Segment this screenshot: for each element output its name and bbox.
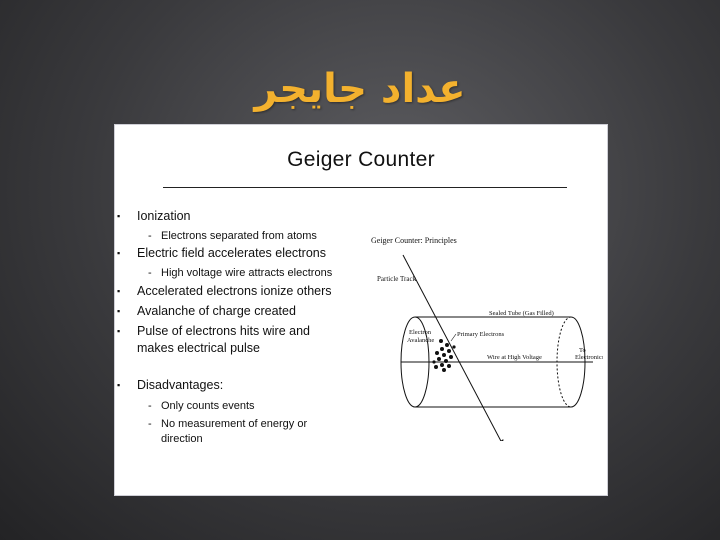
particle-track-label: Particle Track <box>377 275 417 283</box>
bullet-item: ▪ Accelerated electrons ionize others <box>117 284 332 298</box>
bullet-item: ▪ Pulse of electrons hits wire and <box>117 324 311 338</box>
primary-electrons-leader <box>451 334 456 341</box>
bullet-marker-icon: ▪ <box>117 326 121 336</box>
slide-content-panel <box>114 124 608 496</box>
electron-avalanche <box>432 339 455 372</box>
sub-bullet-item: - No measurement of energy or <box>161 416 307 433</box>
to-electronics-label: Electronics <box>575 354 603 361</box>
diagram-title: Geiger Counter: Principles <box>371 236 457 245</box>
bullet-item: ▪ Ionization <box>117 209 191 223</box>
bullet-item: ▪ Electric field accelerates electrons <box>117 246 326 260</box>
dash-marker-icon: - <box>148 230 152 242</box>
bullet-marker-icon: ▪ <box>117 380 121 390</box>
bullet-marker-icon: ▪ <box>117 248 121 258</box>
electron-avalanche-label: Electron <box>409 329 432 336</box>
dash-marker-icon: - <box>148 400 152 412</box>
bullet-item: ▪ Disadvantages: <box>117 378 224 392</box>
dash-marker-icon: - <box>148 418 152 430</box>
bullet-marker-icon: ▪ <box>117 306 121 316</box>
bullet-marker-icon: ▪ <box>117 211 121 221</box>
slide-title: عداد جايجر <box>254 66 466 112</box>
bullet-continuation: makes electrical pulse <box>137 341 260 355</box>
bullet-item: ▪ Avalanche of charge created <box>117 304 296 318</box>
diagram-figure <box>363 231 603 441</box>
panel-title: Geiger Counter <box>287 148 435 171</box>
geiger-counter-diagram <box>363 231 603 441</box>
primary-electrons-label: Primary Electrons <box>457 331 505 338</box>
sub-bullet-continuation: direction <box>161 433 203 445</box>
wire-label: Wire at High Voltage <box>487 354 542 361</box>
sealed-tube-label: Sealed Tube (Gas Filled) <box>489 310 554 317</box>
sub-bullet-item: - Only counts events <box>161 398 255 415</box>
title-divider <box>163 187 567 188</box>
electron-avalanche-label: Avalanche <box>407 337 435 344</box>
to-electronics-label: To <box>579 347 586 354</box>
sub-bullet-item: - High voltage wire attracts electrons <box>161 265 332 282</box>
sub-bullet-item: - Electrons separated from atoms <box>161 228 317 245</box>
dash-marker-icon: - <box>148 267 152 279</box>
bullet-marker-icon: ▪ <box>117 286 121 296</box>
